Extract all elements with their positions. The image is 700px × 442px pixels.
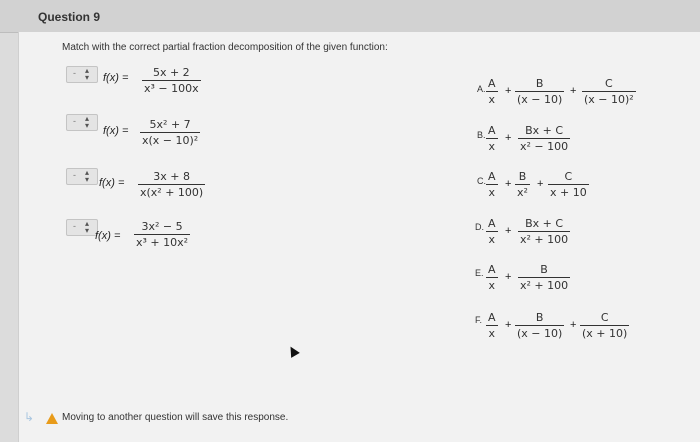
function-fraction [134, 220, 190, 249]
function-label: f(x) = [103, 72, 129, 84]
match-select[interactable]: - ▴ ▾ [66, 168, 98, 185]
match-select[interactable]: - ▴ ▾ [66, 114, 98, 131]
denominator: x(x − 10)² [142, 134, 199, 147]
option-letter: D. [475, 222, 484, 232]
plus-sign: + [570, 85, 577, 97]
updown-icon: ▴ ▾ [85, 114, 90, 130]
term: $\frac{B}{(x - 10)}$ [517, 77, 563, 106]
warning-icon [46, 413, 58, 424]
plus-sign: + [570, 319, 577, 331]
term: $\frac{Bx + C}{\text{x² − 100}}$ [520, 124, 569, 153]
term: $\frac{C}{x + 10}$ [550, 170, 587, 199]
function-fraction [138, 170, 205, 199]
updown-icon: ▴ ▾ [85, 66, 90, 82]
function-label: f(x) = [99, 177, 125, 189]
option-letter: B. [477, 130, 486, 140]
plus-sign: + [505, 132, 512, 144]
function-label: f(x) = [95, 230, 121, 242]
instruction-text: Match with the correct partial fraction decomposition of the given function: [62, 42, 388, 53]
match-select[interactable]: - ▴ ▾ [66, 219, 98, 236]
return-arrow-icon: ↳ [24, 410, 35, 424]
function-fraction [142, 66, 201, 95]
term: $\frac{A}{x}$ [488, 217, 496, 246]
term: $\frac{A}{x}$ [488, 124, 496, 153]
question-title: Question 9 [38, 10, 101, 24]
option-letter: A. [477, 84, 486, 94]
term: $\frac{B}{(x - 10)}$ [517, 311, 563, 340]
term: $\frac{B}{\text{x²}}$ [517, 170, 528, 199]
numerator: 5x + 2 [152, 66, 190, 79]
function-fraction [140, 118, 200, 147]
option-letter: C. [477, 176, 486, 186]
option-letter: E. [475, 268, 484, 278]
term: $\frac{A}{x}$ [488, 170, 496, 199]
numerator: 3x + 8 [153, 170, 190, 183]
term: $\frac{A}{x}$ [488, 311, 496, 340]
plus-sign: + [505, 178, 512, 190]
term: $\frac{C}{(x + 10)}$ [582, 311, 628, 340]
denominator: x(x² + 100) [140, 186, 204, 199]
plus-sign: + [505, 225, 512, 237]
numerator: 5x² + 7 [149, 118, 191, 131]
question-header [0, 0, 700, 33]
plus-sign: + [505, 319, 512, 331]
numerator: 3x² − 5 [141, 220, 183, 233]
plus-sign: + [537, 178, 544, 190]
match-select[interactable]: - ▴ ▾ [66, 66, 98, 83]
function-label: f(x) = [103, 125, 129, 137]
option-letter: F. [475, 315, 483, 325]
updown-icon: ▴ ▾ [85, 219, 90, 235]
term: $\frac{A}{x}$ [488, 263, 496, 292]
term: $\frac{A}{x}$ [488, 77, 496, 106]
plus-sign: + [505, 85, 512, 97]
term: $\frac{C}{\text{(x − 10)²}}$ [584, 77, 634, 106]
save-warning-text: Moving to another question will save this response. [62, 412, 289, 423]
term: $\frac{B}{\text{x² + 100}}$ [520, 263, 569, 292]
term: $\frac{Bx + C}{\text{x² + 100}}$ [520, 217, 569, 246]
denominator: x³ + 10x² [136, 236, 189, 249]
denominator: x³ − 100x [144, 82, 199, 95]
plus-sign: + [505, 271, 512, 283]
updown-icon: ▴ ▾ [85, 168, 90, 184]
